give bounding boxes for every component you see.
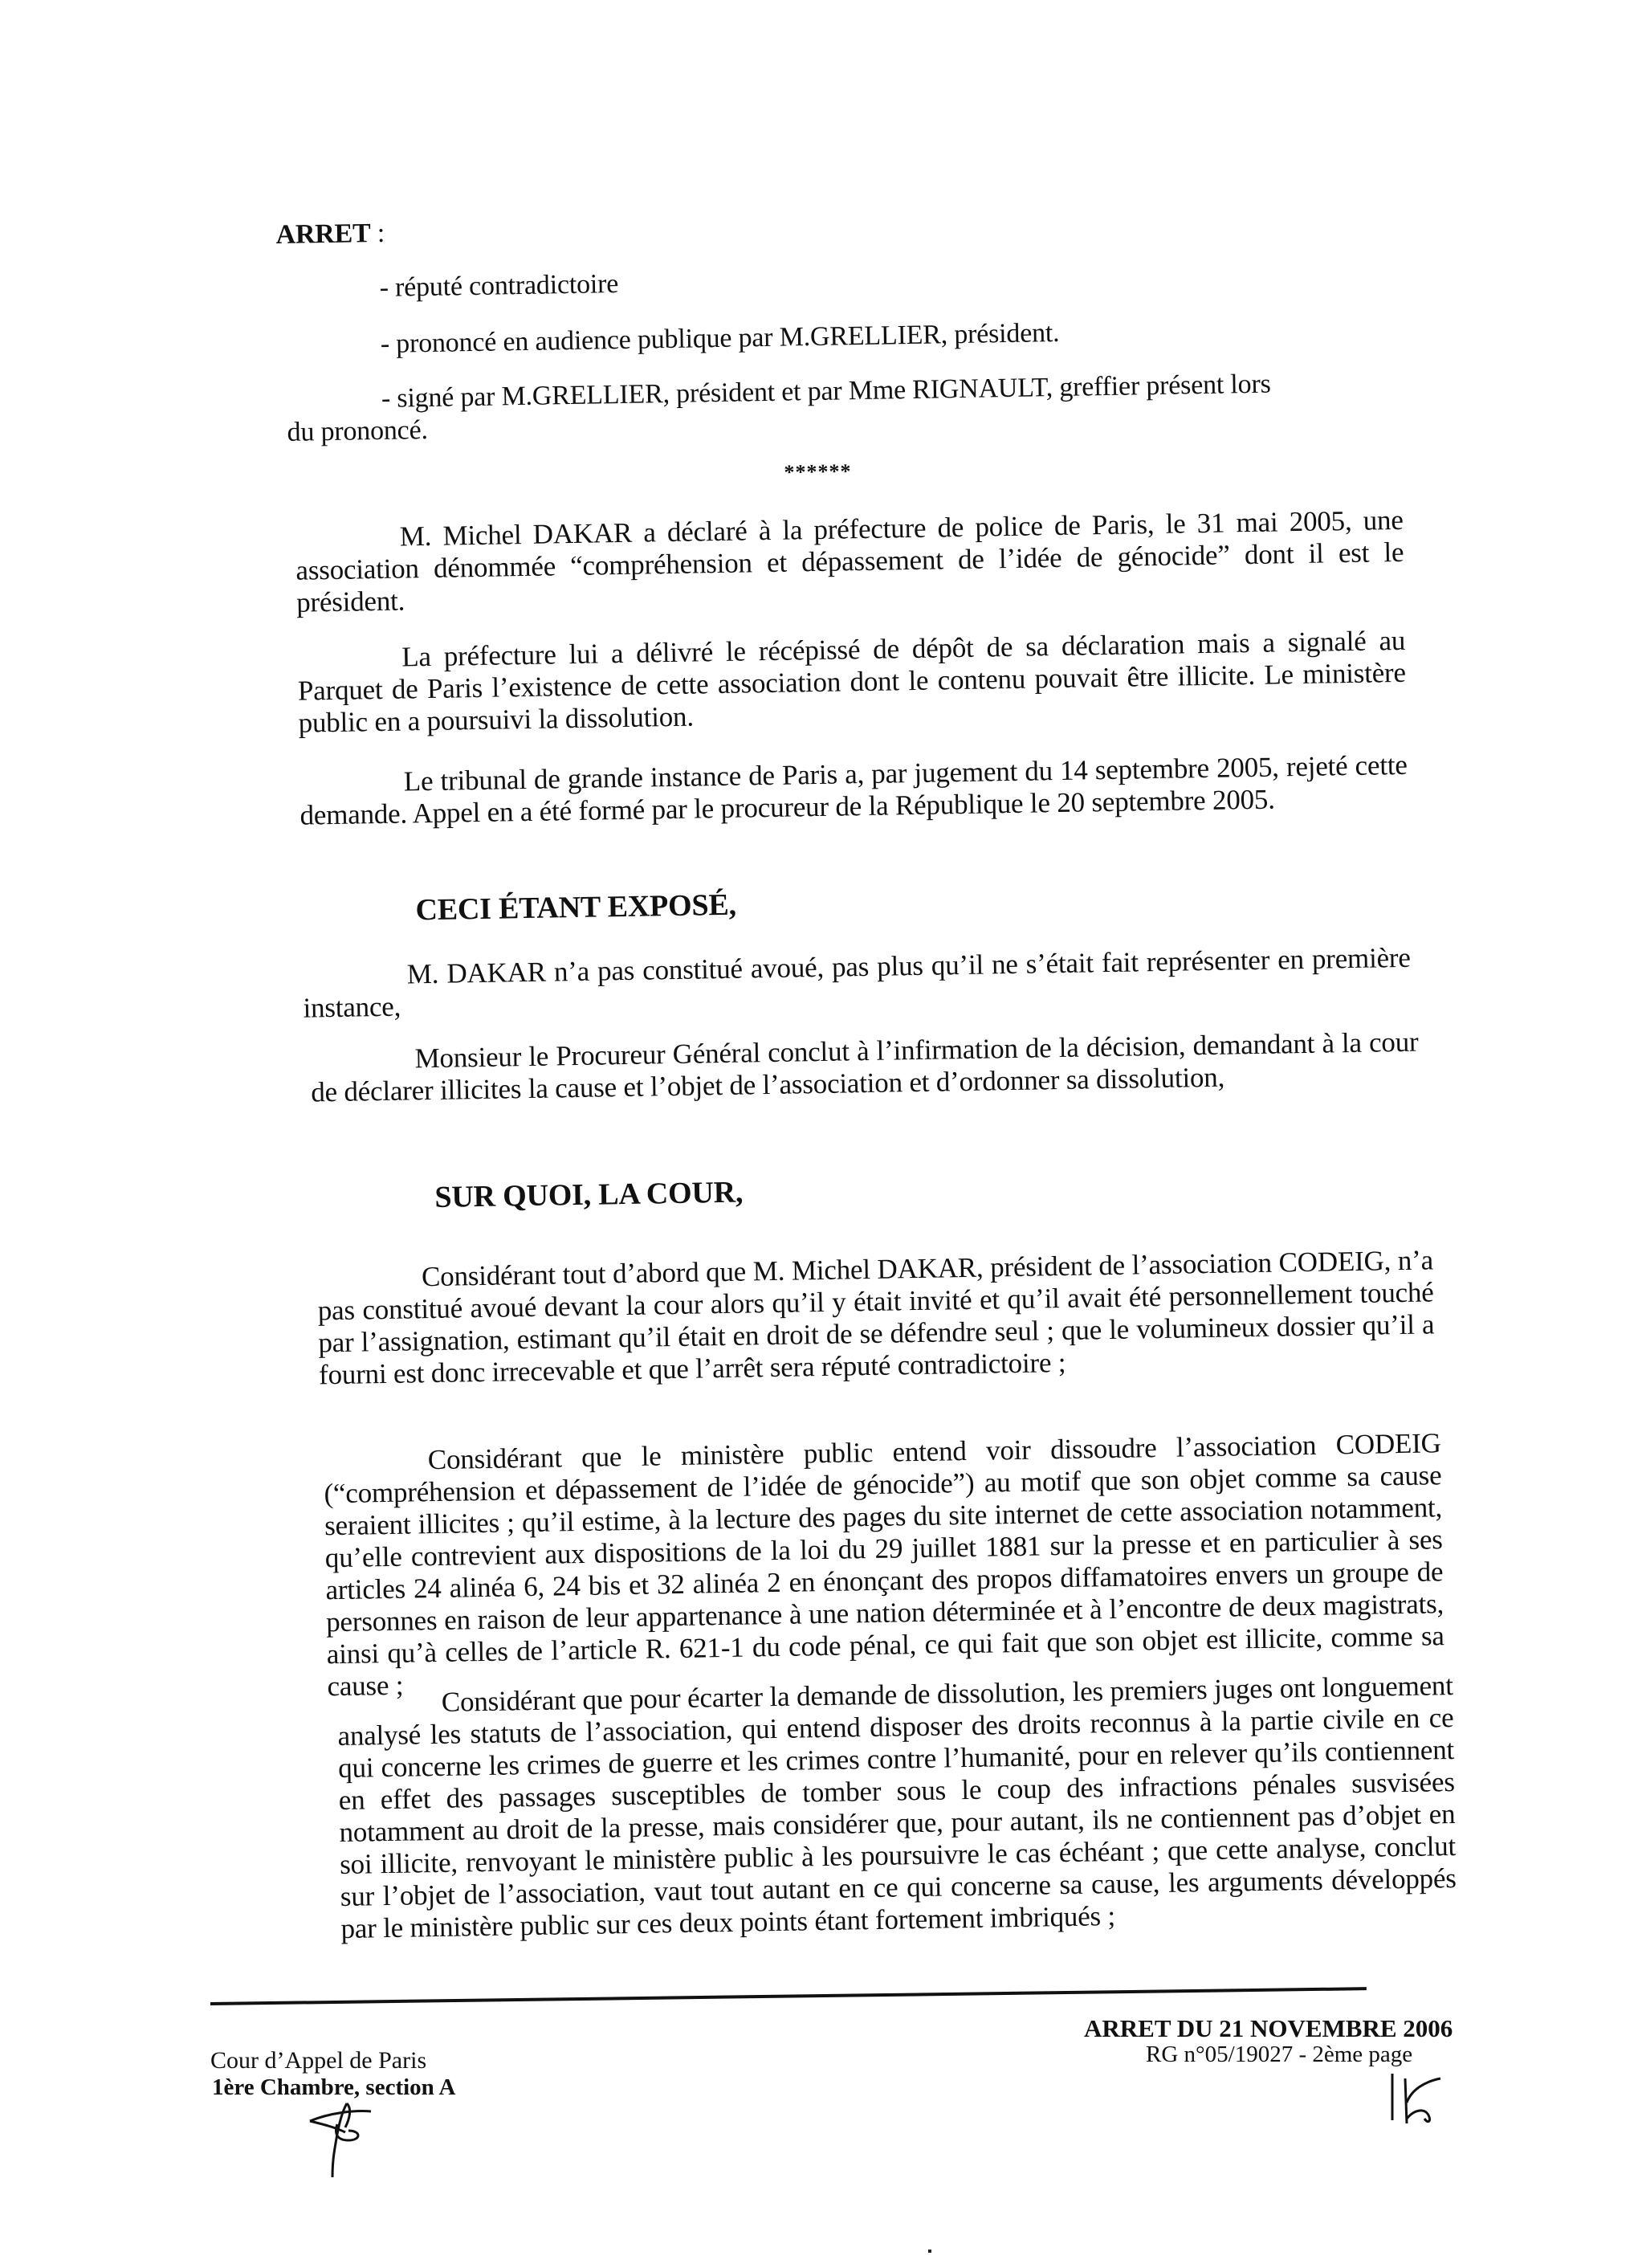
footer-reference: RG n°05/19027 - 2ème page: [1146, 2042, 1413, 2067]
paragraph: La préfecture lui a délivré le récépissé de dépôt de sa déclaration mais a signalé au Parquet de Paris l’existence de cette association dont le contenu pouvait être illicite. Le ministère public en a poursuivi la dissolution.: [297, 624, 1407, 739]
paragraph: Monsieur le Procureur Général conclut à l’infirmation de la décision, demandant à la cour de déclarer illicites la cause et l’objet de l’association et d’ordonner sa dissolution,: [310, 1026, 1419, 1108]
handwritten-page-number-icon: [1387, 2070, 1452, 2127]
bullet-item: - réputé contradictoire: [379, 269, 619, 303]
footer-court-name: Cour d’Appel de Paris: [210, 2047, 427, 2074]
paragraph: Le tribunal de grande instance de Paris a, par jugement du 14 septembre 2005, rejeté cette demande. Appel en a été formé par le procureur de la République le 20 septembre 2005.: [299, 749, 1408, 831]
scan-speck: [928, 2250, 931, 2253]
paragraph: Considérant tout d’abord que M. Michel DAKAR, président de l’association CODEIG, n’a pas constitué avoué devant la cour alors qu’il y était invité et qu’il avait été personnellement touché par l’assignation, estimant qu’il était en droit de se défendre seul ; que le volumineux dossier qu’il a fourni est donc irrecevable et que l’arrêt sera réputé contradictoire ;: [317, 1244, 1435, 1391]
decision-heading-label: ARRET: [275, 218, 371, 251]
paragraph: Considérant que pour écarter la demande de dissolution, les premiers juges ont longuement analysé les statuts de l’association, qui entend disposer des droits reconnus à la partie civile en ce qui concerne les crimes de guerre et les crimes contre l’humanité, pour en relever qu’ils contiennent en effet des passages susceptibles de tomber sous le coup des infractions pénales susvisées notamment au droit de la presse, mais considérer que, pour autant, ils ne contiennent pas d’objet en soi illicite, renvoyant le ministère public à les poursuivre le cas échéant ; que cette analyse, conclut sur l’objet de l’association, vaut tout autant en ce qui concerne sa cause, les arguments développés par le ministère public sur ces deux points étant fortement imbriqués ;: [337, 1670, 1457, 1945]
footer-decision-date: ARRET DU 21 NOVEMBRE 2006: [1084, 2014, 1453, 2042]
decision-heading: [275, 218, 385, 251]
section-heading-sur-quoi-la-cour: SUR QUOI, LA COUR,: [434, 1175, 744, 1214]
decision-heading-colon: :: [370, 218, 385, 249]
bullet-item: - prononcé en audience publique par M.GRELLIER, président.: [380, 317, 1060, 359]
paragraph: M. DAKAR n’a pas constitué avoué, pas plus qu’il ne s’était fait représenter en première instance,: [303, 941, 1411, 1024]
separator-stars: ******: [784, 459, 852, 484]
paragraph: Considérant que le ministère public entend voir dissoudre l’association CODEIG (“compréhension et dépassement de l’idée de génocide”) au motif que son objet comme sa cause seraient illicites ; qu’il estime, à la lecture des pages du site internet de cette association notamment, qu’elle contrevient aux dispositions de la loi du 29 juillet 1881 sur la presse et en particulier à ses articles 24 alinéa 6, 24 bis et 32 alinéa 2 en énonçant des propos diffamatoires envers un groupe de personnes en raison de leur appartenance à une nation déterminée et à l’encontre de deux magistrats, ainsi qu’à celles de l’article R. 621-1 du code pénal, ce qui fait que son objet est illicite, comme sa cause ;: [324, 1427, 1444, 1703]
bullet-item-continuation: du prononcé.: [287, 414, 429, 447]
bullet-item: - signé par M.GRELLIER, président et par Mme RIGNAULT, greffier présent lors: [381, 369, 1271, 414]
section-heading-ceci-etant-expose: CECI ÉTANT EXPOSÉ,: [415, 887, 737, 928]
paragraph: M. Michel DAKAR a déclaré à la préfecture de police de Paris, le 31 mai 2005, une association dénommée “compréhension et dépassement de l’idée de génocide” dont il est le président.: [295, 504, 1404, 618]
footer-chamber: 1ère Chambre, section A: [212, 2074, 456, 2100]
signature-icon: [305, 2100, 393, 2180]
